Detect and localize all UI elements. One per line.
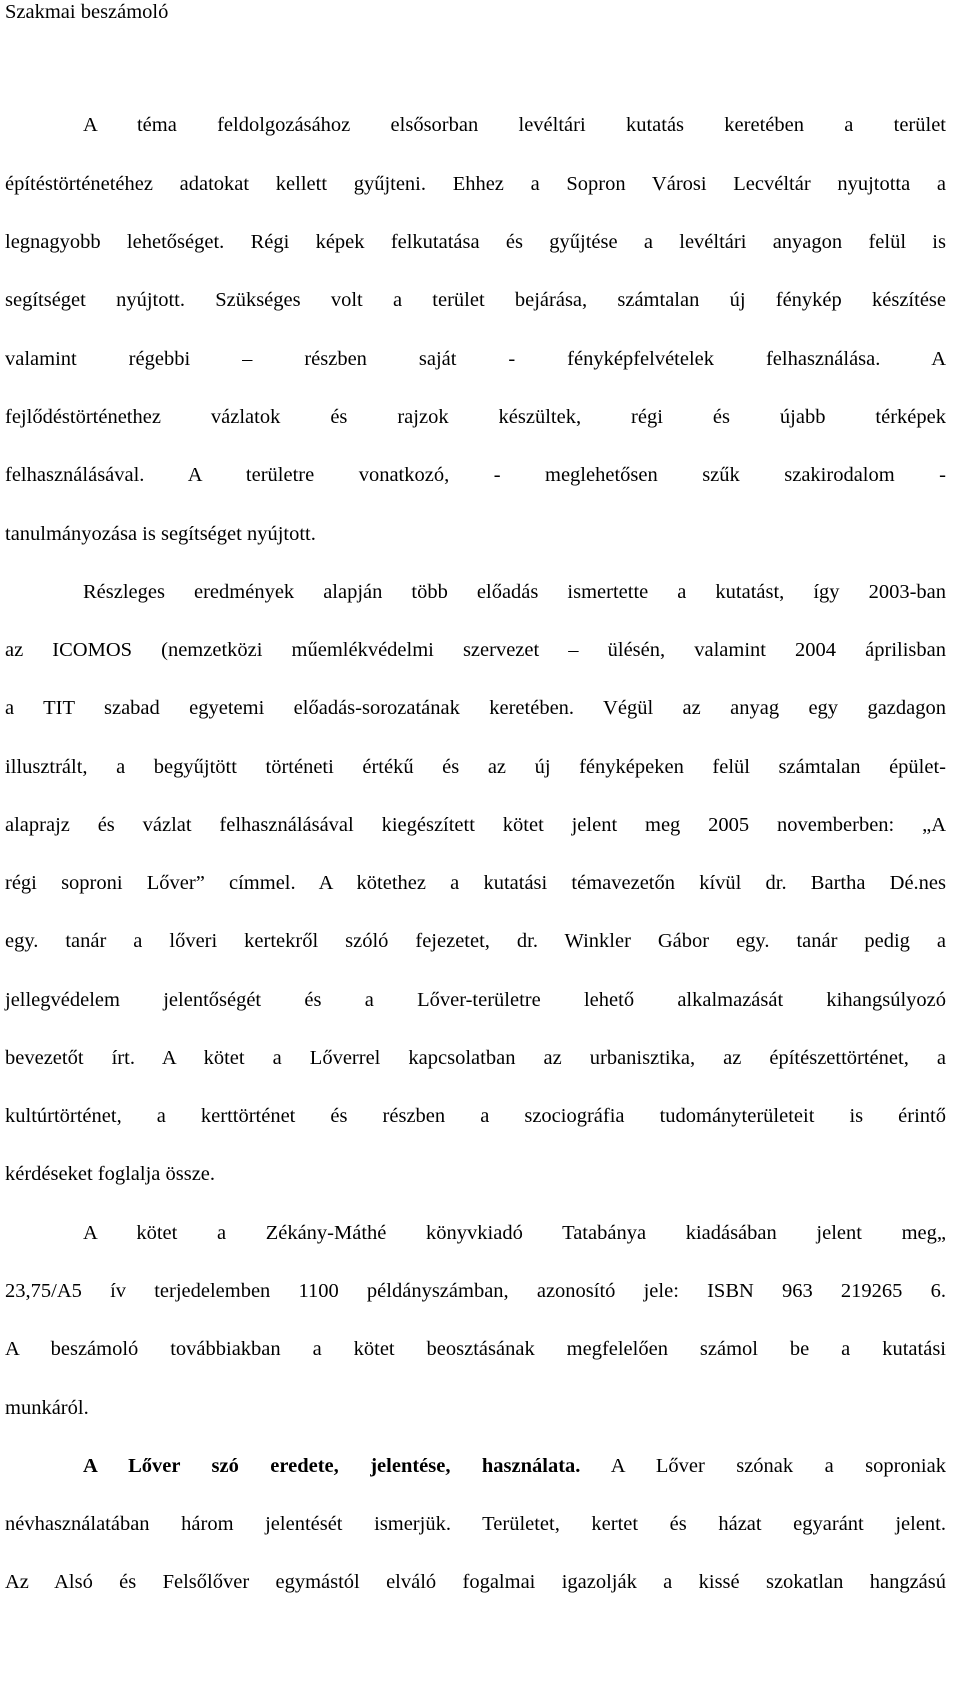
paragraph-line: kérdéseket foglalja össze. [5, 1163, 216, 1185]
paragraph-line: A téma feldolgozásához elsősorban levéltári kutatás keretében a terület [83, 114, 946, 136]
paragraph-line: illusztrált, a begyűjtött történeti értékű és az új fényképeken felül számtalan épület- [5, 756, 946, 778]
paragraph-line-with-heading [83, 1452, 946, 1480]
paragraph-line: jellegvédelem jelentőségét és a Lőver-területre lehető alkalmazását kihangsúlyozó [5, 989, 946, 1011]
document-title: Szakmai beszámoló [5, 1, 169, 23]
paragraph-line: valamint régebbi – részben saját - fényképfelvételek felhasználása. A [5, 348, 946, 370]
paragraph-line: tanulmányozása is segítséget nyújtott. [5, 523, 316, 545]
paragraph-line: munkáról. [5, 1397, 89, 1419]
paragraph-line: névhasználatában három jelentését ismerjük. Területet, kertet és házat egyaránt jelent. [5, 1513, 946, 1535]
paragraph-line: felhasználásával. A területre vonatkozó, - meglehetősen szűk szakirodalom - [5, 464, 946, 486]
paragraph-line: legnagyobb lehetőséget. Régi képek felkutatása és gyűjtése a levéltári anyagon felül is [5, 231, 946, 253]
paragraph-line: A kötet a Zékány-Máthé könyvkiadó Tatabánya kiadásában jelent meg„ [83, 1222, 946, 1244]
paragraph-line: segítséget nyújtott. Szükséges volt a terület bejárása, számtalan új fénykép készítése [5, 289, 946, 311]
paragraph-line: alaprajz és vázlat felhasználásával kiegészített kötet jelent meg 2005 novemberben: „A [5, 814, 946, 836]
paragraph-line: fejlődéstörténethez vázlatok és rajzok készültek, régi és újabb térképek [5, 406, 946, 428]
paragraph-line: egy. tanár a lőveri kertekről szóló fejezetet, dr. Winkler Gábor egy. tanár pedig a [5, 930, 946, 952]
paragraph-line: kultúrtörténet, a kerttörténet és részben a szociográfia tudományterületeit is érintő [5, 1105, 946, 1127]
paragraph-line: A beszámoló továbbiakban a kötet beosztásának megfelelően számol be a kutatási [5, 1338, 946, 1360]
paragraph-line: Részleges eredmények alapján több előadás ismertette a kutatást, így 2003-ban [83, 581, 946, 603]
paragraph-line: régi soproni Lőver” címmel. A kötethez a kutatási témavezetőn kívül dr. Bartha Dé.nes [5, 872, 946, 894]
paragraph-line: az ICOMOS (nemzetközi műemlékvédelmi szervezet – ülésén, valamint 2004 áprilisban [5, 639, 946, 661]
paragraph-text: A Lőver szónak a soproniak [580, 1455, 946, 1477]
paragraph-line: építéstörténetéhez adatokat kellett gyűjteni. Ehhez a Sopron Városi Lecvéltár nyujtotta a [5, 173, 946, 195]
paragraph-line: Az Alsó és Felsőlőver egymástól elváló fogalmai igazolják a kissé szokatlan hangzású [5, 1571, 946, 1593]
section-heading: A Lőver szó eredete, jelentése, használata. [83, 1455, 581, 1477]
paragraph-line: 23,75/A5 ív terjedelemben 1100 példányszámban, azonosító jele: ISBN 963 219265 6. [5, 1280, 946, 1302]
paragraph-line: a TIT szabad egyetemi előadás-sorozatának keretében. Végül az anyag egy gazdagon [5, 697, 946, 719]
paragraph-line: bevezetőt írt. A kötet a Lőverrel kapcsolatban az urbanisztika, az építészettörténet, a [5, 1047, 946, 1069]
